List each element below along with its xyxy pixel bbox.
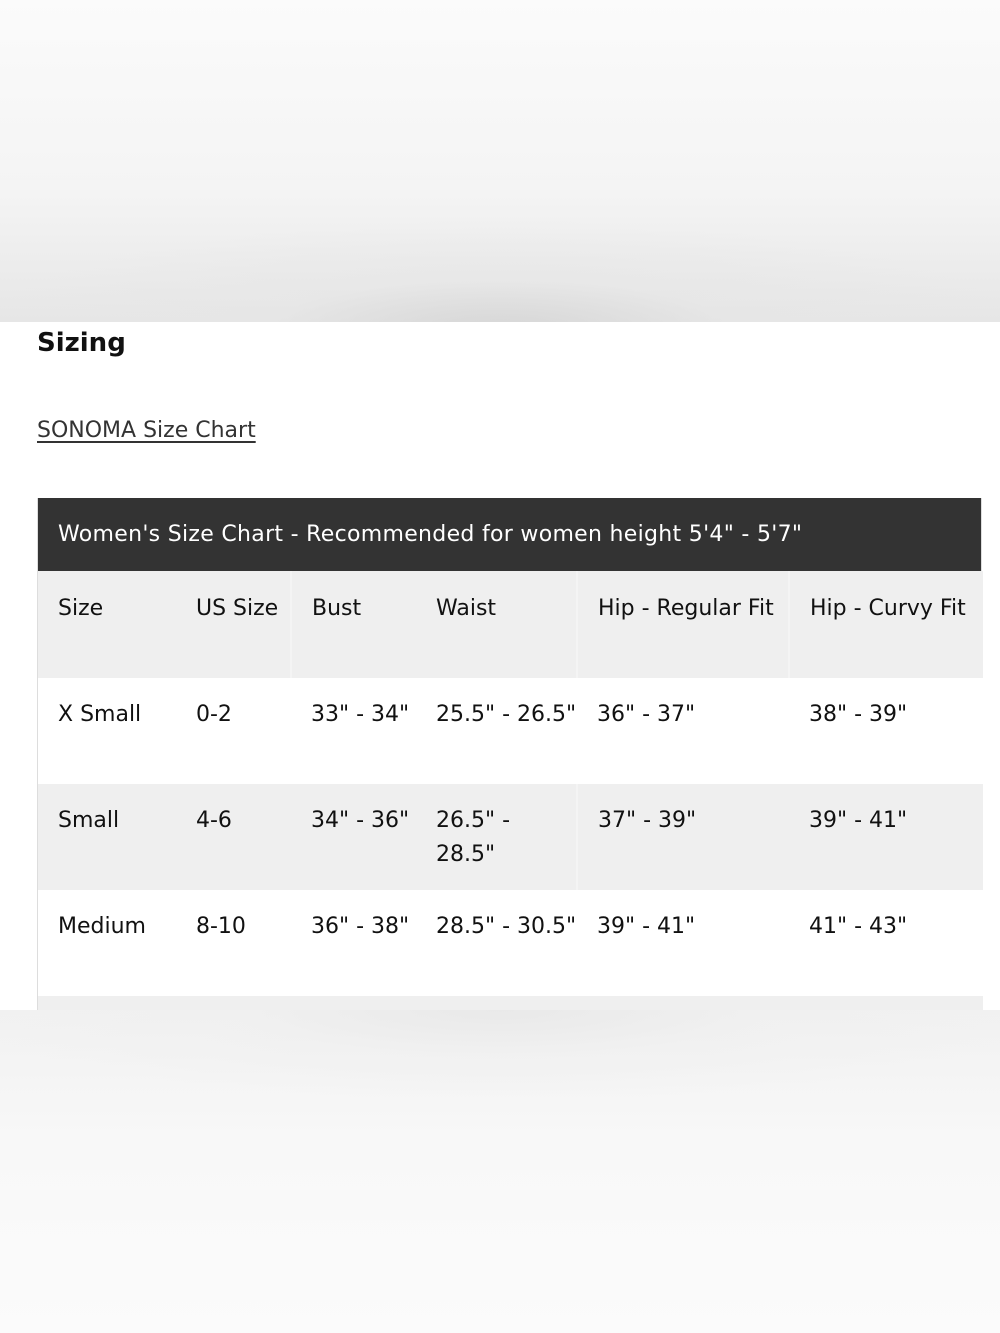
cell-hip-curvy: 41" - 43" xyxy=(809,914,908,939)
cell-waist: 26.5" - 28.5" xyxy=(436,808,511,867)
table-row xyxy=(38,890,983,996)
column-header-size: Size xyxy=(58,596,104,621)
cell-waist: 25.5" - 26.5" xyxy=(436,702,577,727)
cell-bust: 36" - 38" xyxy=(311,914,410,939)
column-header-us-size: US Size xyxy=(196,596,279,621)
cell-size: X Small xyxy=(58,702,142,727)
blurred-background-top xyxy=(0,0,1000,322)
size-chart-table xyxy=(38,571,983,1010)
cell-us-size: 4-6 xyxy=(196,808,232,833)
column-header-hip-regular: Hip - Regular Fit xyxy=(577,571,789,678)
cell-waist: 28.5" - 30.5" xyxy=(436,914,577,939)
column-header-bust: Bust xyxy=(291,571,416,678)
blurred-background-bottom xyxy=(0,1010,1000,1333)
cell-size: Small xyxy=(58,808,120,833)
cell-bust: 33" - 34" xyxy=(311,702,410,727)
cell-bust: 34" - 36" xyxy=(311,808,410,833)
cell-hip-regular: 36" - 37" xyxy=(597,702,696,727)
table-header-row xyxy=(38,571,983,678)
section-title: Sizing xyxy=(37,328,126,358)
table-row-partial xyxy=(38,996,983,1010)
cell-us-size: 0-2 xyxy=(196,702,232,727)
column-header-hip-curvy: Hip - Curvy Fit xyxy=(789,571,983,678)
column-header-waist: Waist xyxy=(436,596,497,621)
cell-us-size: 8-10 xyxy=(196,914,246,939)
table-row xyxy=(38,784,983,890)
cell-hip-curvy: 38" - 39" xyxy=(809,702,908,727)
table-row xyxy=(38,678,983,784)
cell-hip-regular: 39" - 41" xyxy=(597,914,696,939)
cell-hip-curvy: 39" - 41" xyxy=(809,808,908,833)
cell-hip-regular: 37" - 39" xyxy=(577,784,789,890)
cell-size: Medium xyxy=(58,914,146,939)
size-chart xyxy=(37,498,982,1010)
size-chart-header: Women's Size Chart - Recommended for women height 5'4" - 5'7" xyxy=(38,498,981,571)
size-chart-link[interactable]: SONOMA Size Chart xyxy=(37,418,256,443)
sizing-section xyxy=(0,322,1000,1010)
